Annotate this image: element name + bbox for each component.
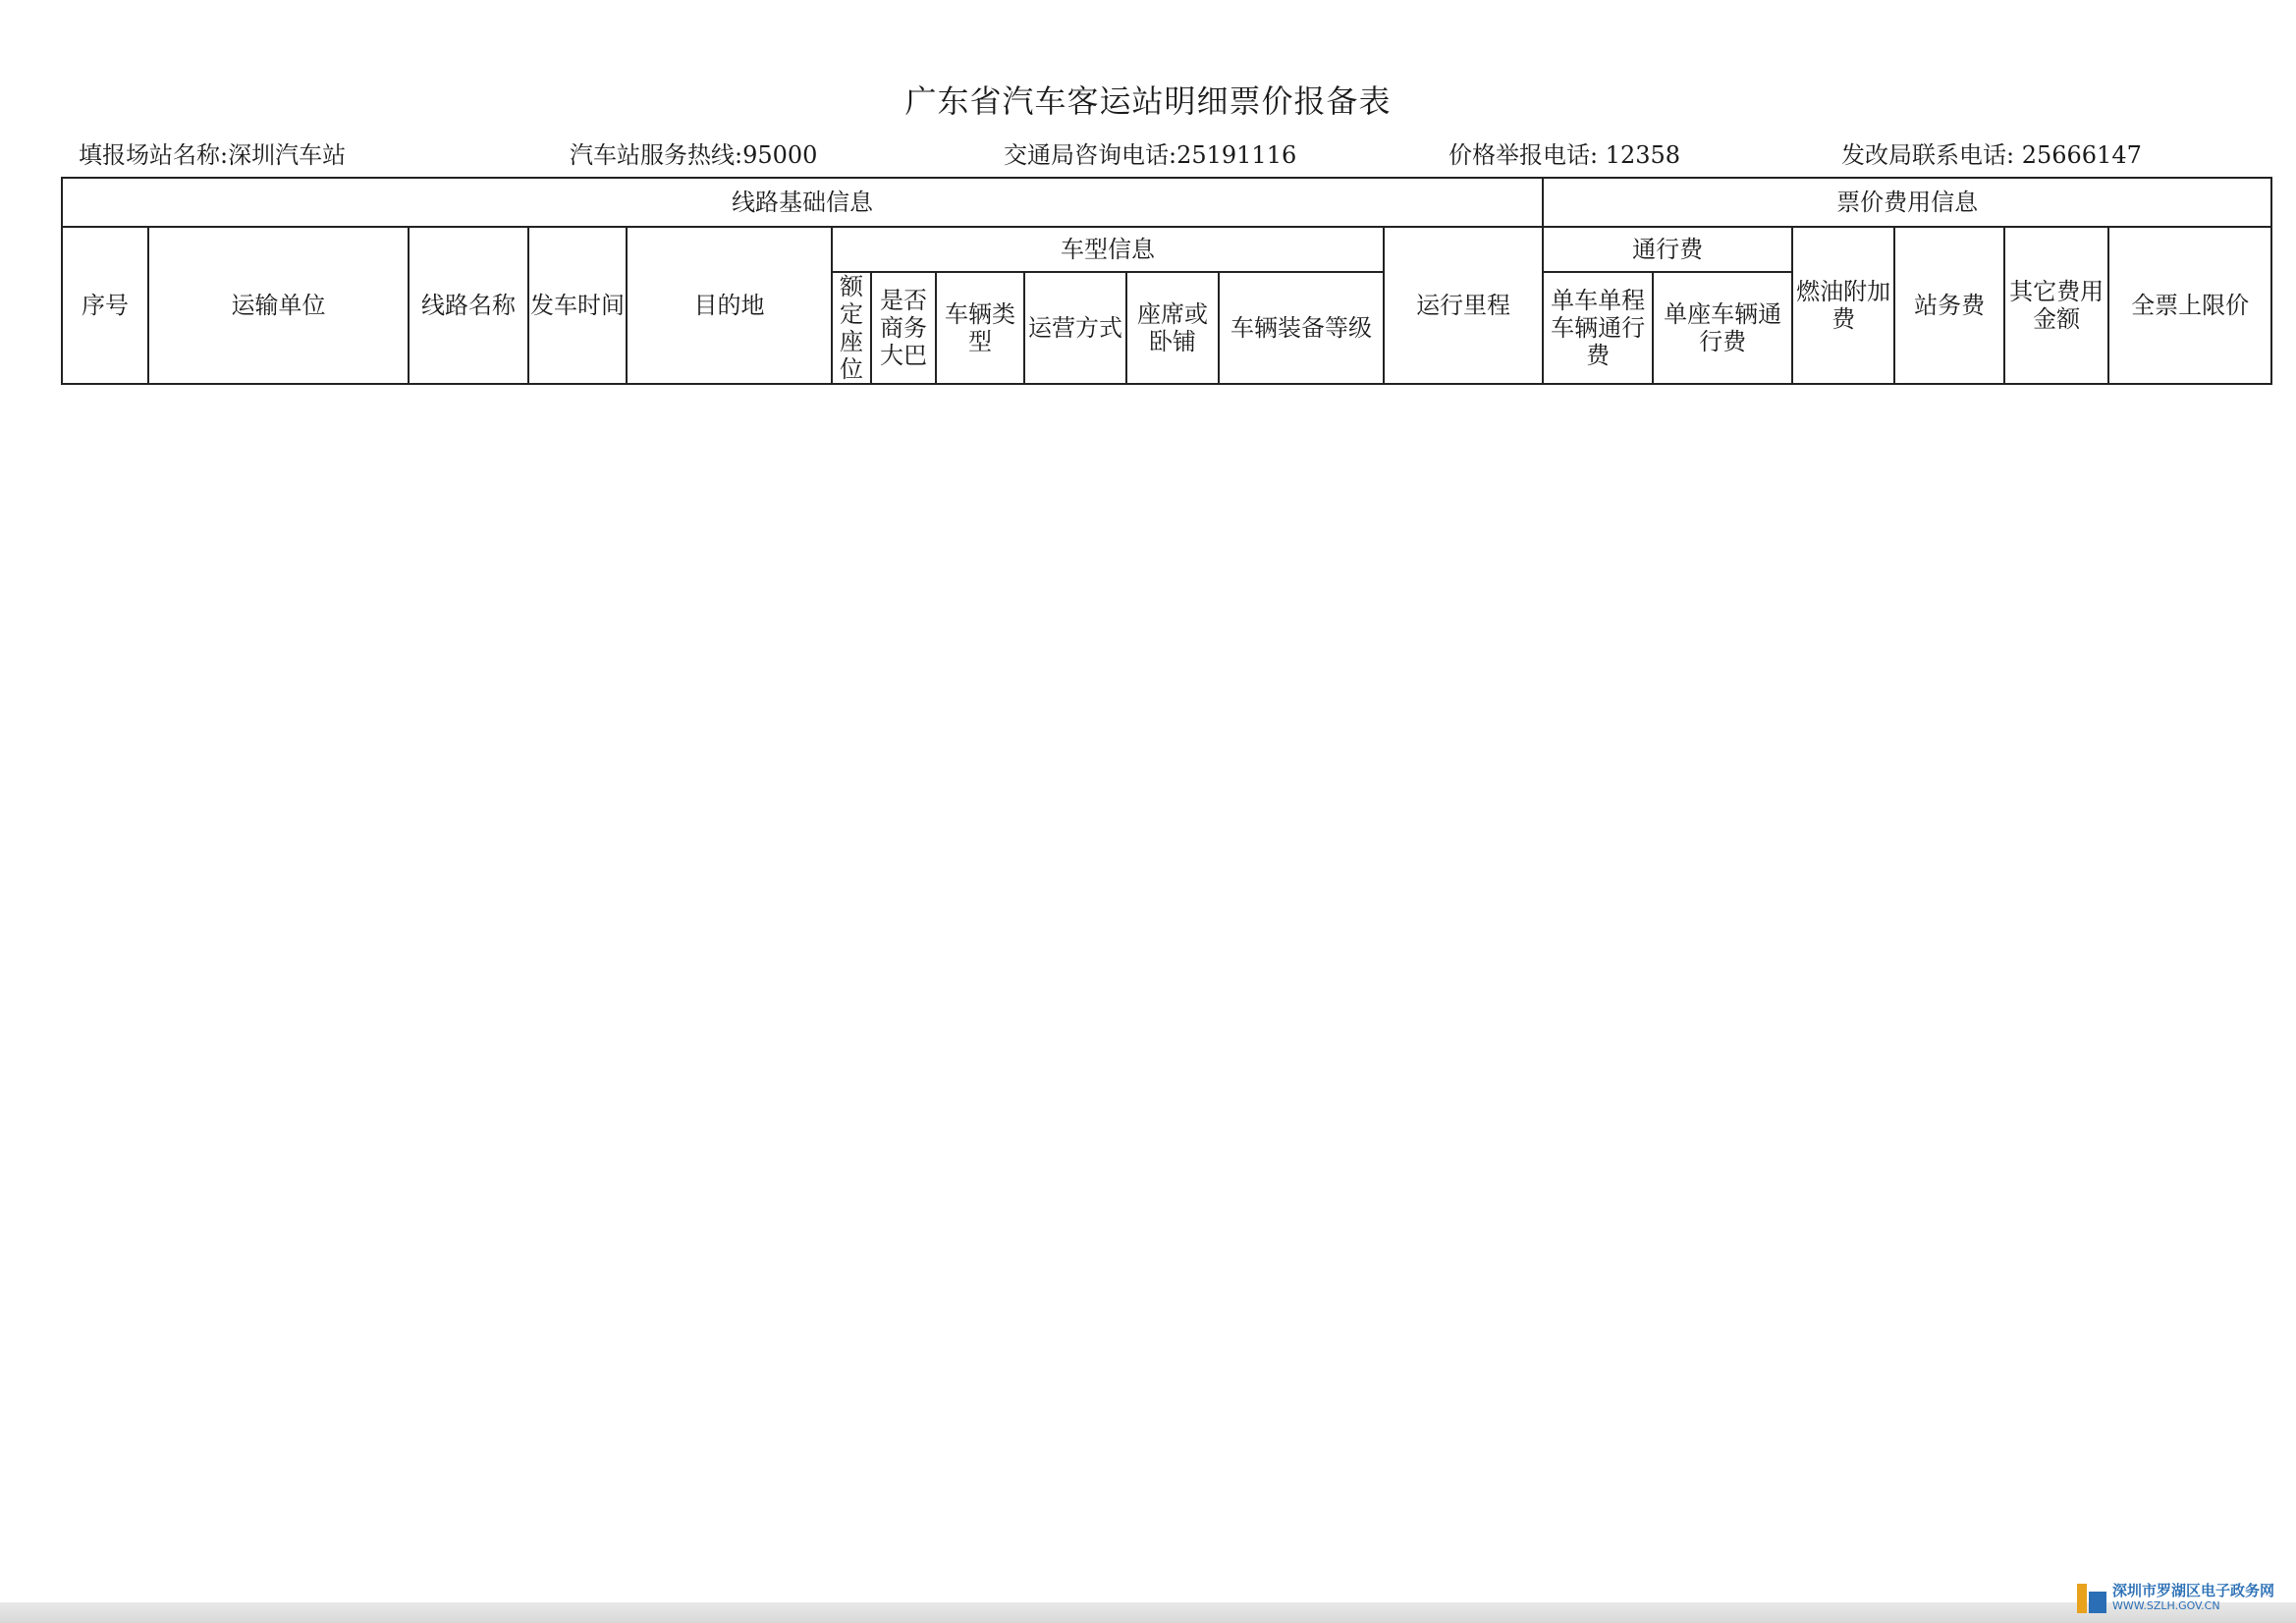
header-grade: 车辆装备等级 [1219, 272, 1384, 384]
header-toll-group: 通行费 [1543, 227, 1792, 272]
header-station-fee: 站务费 [1894, 227, 2004, 384]
header-seats: 额定座位 [832, 272, 871, 384]
header-mileage: 运行里程 [1384, 227, 1543, 384]
watermark-en: WWW.SZLH.GOV.CN [2111, 1599, 2220, 1612]
scan-edge [0, 1602, 2296, 1623]
watermark-cn: 深圳市罗湖区电子政务网 [2111, 1582, 2274, 1599]
header-mode: 运营方式 [1024, 272, 1126, 384]
header-company: 运输单位 [148, 227, 409, 384]
header-fuel: 燃油附加费 [1792, 227, 1894, 384]
header-route: 线路名称 [409, 227, 528, 384]
watermark-logo [2077, 1579, 2274, 1618]
header-toll-seat: 单座车辆通行费 [1653, 272, 1792, 384]
header-vtype: 车辆类型 [936, 272, 1024, 384]
header-vehicle-group: 车型信息 [832, 227, 1384, 272]
station-hotline: 汽车站服务热线:95000 [570, 141, 818, 169]
fare-table [61, 177, 2272, 385]
header-seat-or-bed: 座席或卧铺 [1126, 272, 1219, 384]
header-toll-single: 单车单程车辆通行费 [1543, 272, 1653, 384]
header-max-fare: 全票上限价 [2108, 227, 2271, 384]
header-business: 是否商务大巴 [871, 272, 936, 384]
page-title: 广东省汽车客运站明细票价报备表 [904, 82, 1392, 120]
header-dest: 目的地 [627, 227, 832, 384]
station-name: 填报场站名称:深圳汽车站 [79, 141, 347, 169]
header-depart: 发车时间 [528, 227, 627, 384]
ndrc-phone: 发改局联系电话: 25666147 [1841, 141, 2142, 169]
price-report-phone: 价格举报电话: 12358 [1449, 141, 1681, 169]
transport-bureau-phone: 交通局咨询电话:25191116 [1004, 141, 1297, 169]
group-header-route: 线路基础信息 [62, 178, 1543, 227]
header-seq: 序号 [62, 227, 148, 384]
header-other: 其它费用金额 [2004, 227, 2108, 384]
government-logo-icon [2077, 1582, 2106, 1615]
group-header-fare: 票价费用信息 [1543, 178, 2271, 227]
